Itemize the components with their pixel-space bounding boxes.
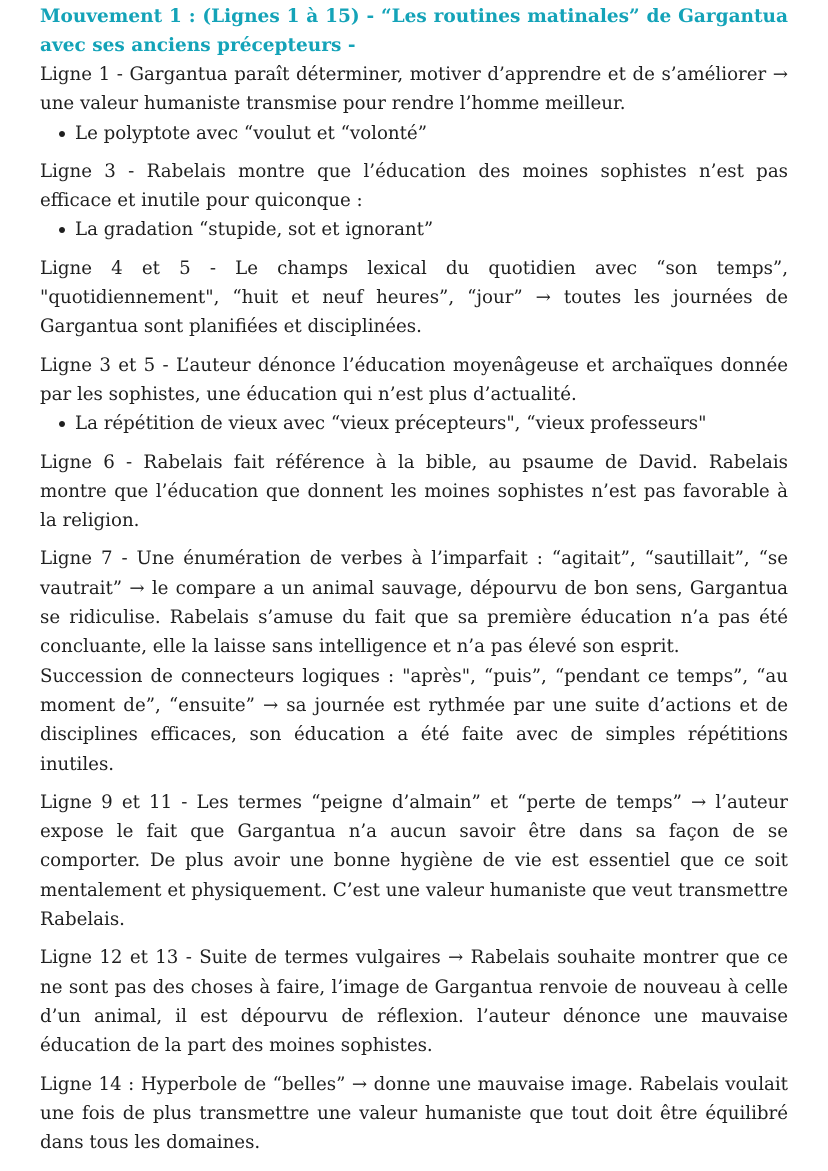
paragraph-ligne-12-13: Ligne 12 et 13 - Suite de termes vulgaires → Rabelais souhaite montrer que ce ne sont pas des choses à faire, l’image de Gargantua renvoie de nouveau à celle d’un animal, il est dépourvu de réflexion. l’auteur dénonce une mauvaise éducation de la part des moines sophistes. [40, 947, 788, 1057]
paragraph-ligne-9-11: Ligne 9 et 11 - Les termes “peigne d’almain” et “perte de temps” → l’auteur expose le fait que Gargantua n’a aucun savoir être dans sa façon de se comporter. De plus avoir une bonne hygiène de vie est essentiel que ce soit mentalement et physiquement. C’est une valeur humaniste que veut transmettre Rabelais. [40, 791, 788, 931]
paragraph-connecteurs: Succession de connecteurs logiques : "après", “puis”, “pendant ce temps”, “au moment de”, “ensuite” → sa journée est rythmée par une suite d’actions et de disciplines efficaces, son éducation a été faite avec de simples répétitions inutiles. [40, 665, 788, 775]
bullet-list [40, 119, 788, 148]
paragraph-ligne-3: Ligne 3 - Rabelais montre que l’éducation des moines sophistes n’est pas efficace et inutile pour quiconque : [40, 160, 788, 212]
bullet-list [40, 409, 788, 438]
section-heading: Mouvement 1 : (Lignes 1 à 15) - “Les routines matinales” de Gargantua avec ses anciens précepteurs - [40, 6, 788, 56]
paragraph-ligne-6: Ligne 6 - Rabelais fait référence à la bible, au psaume de David. Rabelais montre que l’éducation que donnent les moines sophistes n’est pas favorable à la religion. [40, 451, 788, 532]
bullet-item: La répétition de vieux avec “vieux précepteurs", “vieux professeurs" [75, 409, 788, 438]
paragraph-ligne-14: Ligne 14 : Hyperbole de “belles” → donne une mauvaise image. Rabelais voulait une fois de plus transmettre une valeur humaniste que tout doit être équilibré dans tous les domaines. [40, 1073, 788, 1154]
bullet-list [40, 215, 788, 244]
paragraph-ligne-3-5: Ligne 3 et 5 - L’auteur dénonce l’éducation moyenâgeuse et archaïques donnée par les sophistes, une éducation qui n’est plus d’actualité. [40, 354, 788, 405]
bullet-item: Le polyptote avec “voulut et “volonté” [75, 119, 788, 148]
paragraph-ligne-7: Ligne 7 - Une énumération de verbes à l’imparfait : “agitait”, “sautillait”, “se vautrait” → le compare a un animal sauvage, dépourvu de bon sens, Gargantua se ridiculise. Rabelais s’amuse du fait que sa première éducation n’a pas été concluante, elle la laisse sans intelligence et n’a pas élevé son esprit. [40, 548, 788, 658]
paragraph-ligne-4-5: Ligne 4 et 5 - Le champs lexical du quotidien avec “son temps”, "quotidiennement", “huit et neuf heures”, “jour” → toutes les journées de Gargantua sont planifiées et disciplinées. [40, 257, 788, 338]
paragraph-ligne-1: Ligne 1 - Gargantua paraît déterminer, motiver d’apprendre et de s’améliorer → une valeur humaniste transmise pour rendre l’homme meilleur. [40, 64, 788, 115]
bullet-item: La gradation “stupide, sot et ignorant” [75, 215, 788, 244]
